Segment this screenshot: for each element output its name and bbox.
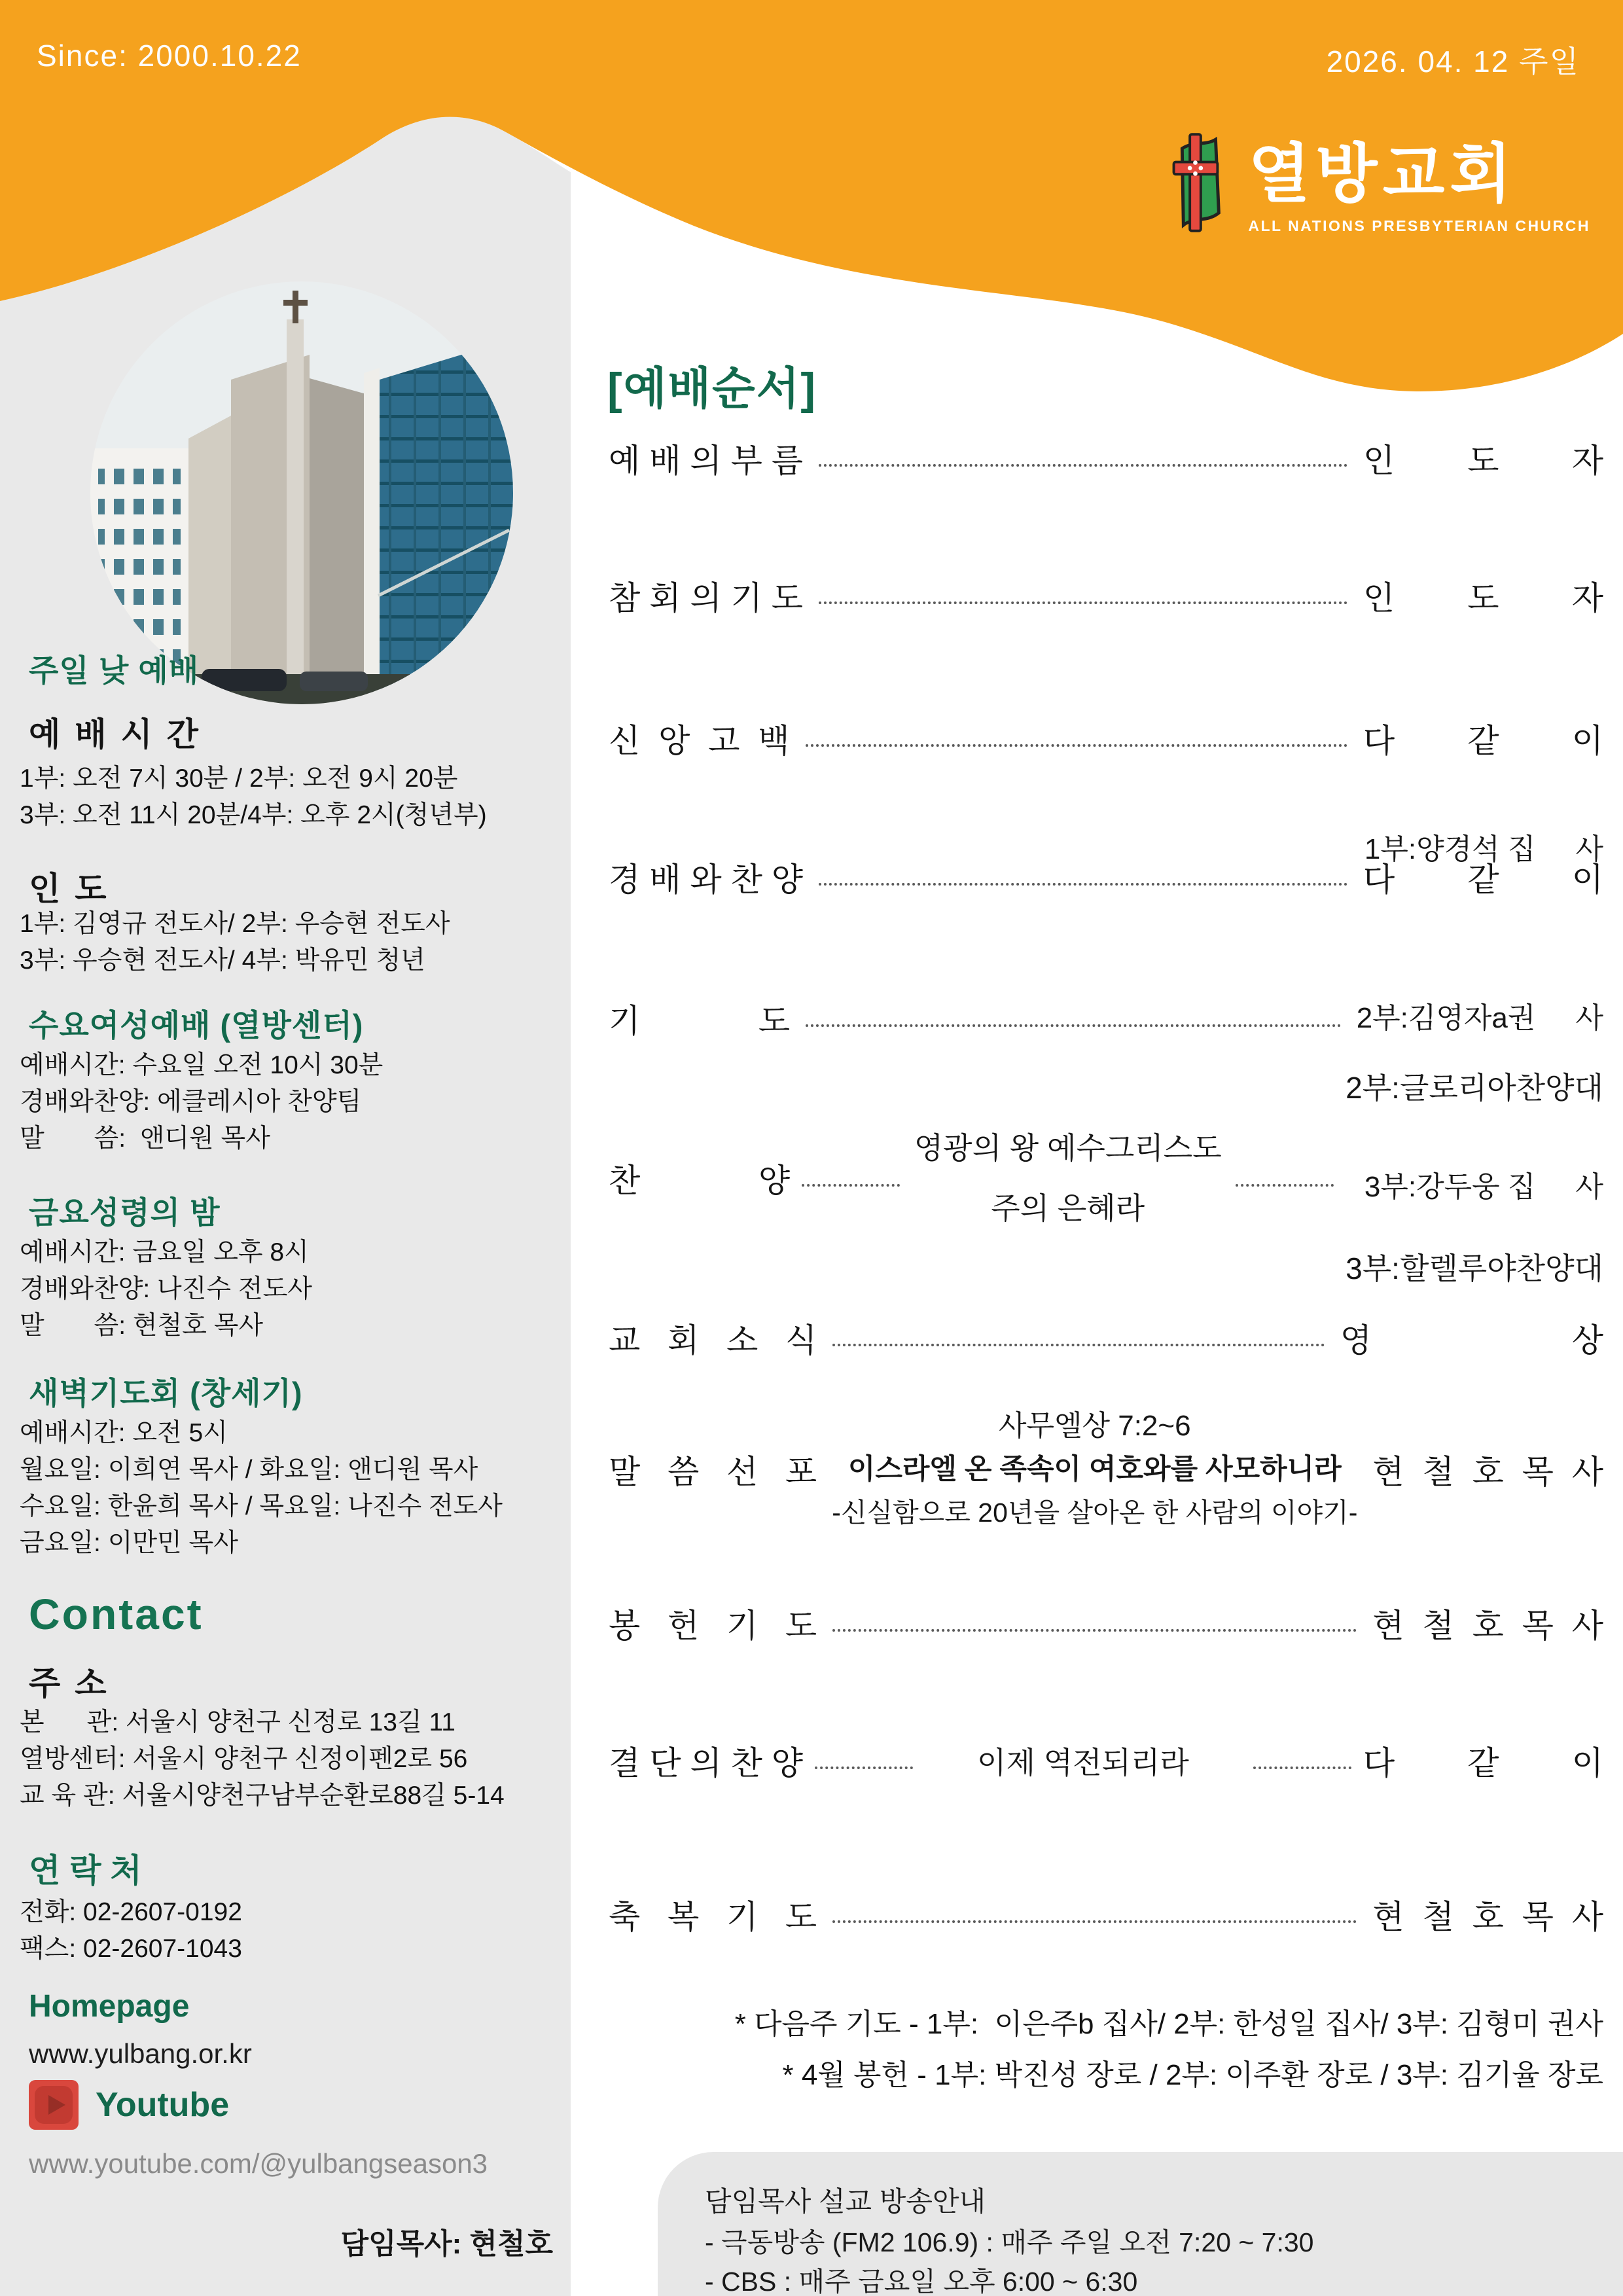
choir-name: 3부:할렐루야찬양대 xyxy=(1346,1251,1603,1285)
dawn-lines xyxy=(20,1415,553,1562)
friday-line: 말 씀: 현철호 목사 xyxy=(20,1312,264,1340)
april-offering-note: * 4월 봉헌 - 1부: 박진성 장로 / 2부: 이주환 장로 / 3부: 김기율 장로 xyxy=(782,2059,1603,2091)
friday-line: 예배시간: 금요일 오후 8시 xyxy=(20,1238,309,1266)
youtube-url[interactable]: www.youtube.com/@yulbangseason3 xyxy=(29,2148,488,2179)
row-person: 다 같 이 xyxy=(1363,861,1603,898)
homepage-url[interactable]: www.yulbang.or.kr xyxy=(29,2038,252,2069)
bulletin-date: 2026. 04. 12 주일 xyxy=(1326,45,1580,79)
dotted-leader xyxy=(819,463,1347,467)
sermon-subtitle: -신실함으로 20년을 살아온 한 사람의 이야기- xyxy=(832,1498,1358,1528)
dawn-line: 금요일: 이만민 목사 xyxy=(20,1529,238,1557)
sermon-title: 이스라엘 온 족속이 여호와를 사모하니라 xyxy=(847,1454,1342,1485)
heading-worship-time: 예 배 시 간 xyxy=(29,716,201,753)
row-label: 기 도 xyxy=(609,1003,791,1039)
row-person: 다 같 이 xyxy=(1363,723,1603,759)
row-person: 현 철 호 목 사 xyxy=(1372,1607,1603,1644)
dotted-leader xyxy=(819,882,1347,886)
since-date: Since: 2000.10.22 xyxy=(37,39,302,73)
order-row-call-to-worship xyxy=(609,419,1603,497)
wed-worship-lines xyxy=(20,1047,553,1157)
wed-line: 말 씀: 앤디원 목사 xyxy=(20,1124,270,1153)
row-label: 결 단 의 찬 양 xyxy=(609,1745,804,1782)
wed-line: 경배와찬양: 에클레시아 찬양팀 xyxy=(20,1088,362,1116)
dotted-leader xyxy=(1236,1183,1334,1187)
broadcast-line: - CBS : 매주 금요일 오후 6:00 ~ 6:30 xyxy=(705,2267,1138,2296)
heading-leading: 인 도 xyxy=(29,870,109,907)
dotted-leader xyxy=(832,1919,1357,1923)
leading-lines xyxy=(20,906,553,979)
phone-line: 전화: 02-2607-0192 xyxy=(20,1898,242,1926)
row-label: 말 씀 선 포 xyxy=(609,1454,817,1490)
dawn-line: 수요일: 한윤희 목사 / 목요일: 나진수 전도사 xyxy=(20,1492,503,1520)
worship-time-lines xyxy=(20,761,553,834)
row-person: 현 철 호 목 사 xyxy=(1372,1454,1603,1490)
row-label: 교 회 소 식 xyxy=(609,1322,817,1359)
order-row-offering-prayer xyxy=(609,1584,1603,1662)
prayer-person: 2부:김영자a권 사 xyxy=(1356,1002,1603,1034)
broadcast-line: - 극동방송 (FM2 106.9) : 매주 주일 오전 7:20 ~ 7:30 xyxy=(705,2227,1314,2257)
friday-lines xyxy=(20,1234,553,1344)
prayer-person: 1부:양경석 집 사 xyxy=(1364,833,1603,865)
logo-subtitle: ALL NATIONS PRESBYTERIAN CHURCH xyxy=(1248,217,1590,234)
worship-time-line: 1부: 오전 7시 30분 / 2부: 오전 9시 20분 xyxy=(20,764,458,793)
friday-line: 경배와찬양: 나진수 전도사 xyxy=(20,1275,312,1303)
dawn-line: 예배시간: 오전 5시 xyxy=(20,1419,228,1447)
section-title-friday-night: 금요성령의 밤 xyxy=(29,1195,221,1230)
order-row-confession-prayer xyxy=(609,556,1603,635)
order-row-church-news xyxy=(609,1299,1603,1377)
dotted-leader xyxy=(832,1628,1357,1632)
section-title-contact: Contact xyxy=(29,1590,204,1638)
church-photo xyxy=(90,281,513,704)
phone-lines xyxy=(20,1894,553,1967)
row-person: 인 도 자 xyxy=(1363,442,1603,479)
row-label: 예 배 의 부 름 xyxy=(609,442,804,479)
dotted-leader xyxy=(819,600,1347,604)
cross-scroll-icon xyxy=(1156,131,1234,236)
order-row-benediction xyxy=(609,1875,1603,1954)
dotted-leader xyxy=(802,1183,900,1187)
row-person: 현 철 호 목 사 xyxy=(1372,1899,1603,1935)
anthem-songs xyxy=(912,1118,1224,1238)
address-line: 열방센터: 서울시 양천구 신정이펜2로 56 xyxy=(20,1745,468,1773)
commitment-song-title: 이제 역전되리라 xyxy=(977,1746,1189,1780)
dotted-leader xyxy=(1253,1765,1351,1769)
dotted-leader xyxy=(806,743,1347,747)
sermon-scripture: 사무엘상 7:2~6 xyxy=(999,1410,1191,1442)
church-logo xyxy=(1156,131,1590,236)
prayer-person: 3부:강두웅 집 사 xyxy=(1364,1171,1603,1203)
order-row-anthem xyxy=(609,1071,1603,1285)
order-row-commitment-hymn xyxy=(609,1721,1603,1800)
heading-phone-contact: 연 락 처 xyxy=(29,1852,142,1889)
youtube-label: Youtube xyxy=(96,2086,230,2124)
row-person: 다 같 이 xyxy=(1363,1745,1603,1782)
leading-line: 3부: 우승현 전도사/ 4부: 박유민 청년 xyxy=(20,946,425,975)
address-line: 교 육 관: 서울시양천구남부순환로88길 5-14 xyxy=(20,1782,505,1810)
broadcast-info-box xyxy=(658,2152,1623,2296)
logo-church-name: 열방교회 xyxy=(1248,137,1518,209)
row-label: 찬 양 xyxy=(609,1162,791,1199)
next-week-prayer-note: * 다음주 기도 - 1부: 이은주b 집사/ 2부: 한성일 집사/ 3부: 김형미 권사 xyxy=(734,2008,1603,2040)
dawn-line: 월요일: 이희연 목사 / 화요일: 앤디원 목사 xyxy=(20,1456,478,1484)
song-title: 주의 은혜라 xyxy=(991,1191,1145,1225)
phone-line: 팩스: 02-2607-1043 xyxy=(20,1935,242,1963)
senior-pastor: 담임목사: 현철호 xyxy=(340,2228,553,2260)
wed-line: 예배시간: 수요일 오전 10시 30분 xyxy=(20,1051,383,1079)
youtube-play-icon xyxy=(48,2095,65,2115)
leading-line: 1부: 김영규 전도사/ 2부: 우승현 전도사 xyxy=(20,910,450,938)
order-of-worship-title: [예배순서] xyxy=(607,364,817,414)
heading-homepage: Homepage xyxy=(29,1989,190,2024)
order-row-sermon xyxy=(609,1384,1603,1554)
section-title-sunday-worship: 주일 낮 예배 xyxy=(29,653,200,688)
dotted-leader xyxy=(815,1765,913,1769)
heading-address: 주 소 xyxy=(29,1665,109,1702)
row-person: 영 상 xyxy=(1340,1322,1603,1359)
row-label: 참 회 의 기 도 xyxy=(609,580,804,617)
dotted-leader xyxy=(806,1023,1340,1027)
youtube-icon[interactable] xyxy=(29,2080,79,2130)
sermon-block xyxy=(817,1405,1372,1534)
row-label: 봉 헌 기 도 xyxy=(609,1607,817,1644)
choir-name: 2부:글로리아찬양대 xyxy=(1346,1071,1603,1105)
broadcast-title: 담임목사 설교 방송안내 xyxy=(705,2186,986,2217)
section-title-dawn-prayer: 새벽기도회 (창세기) xyxy=(29,1376,303,1410)
row-person: 인 도 자 xyxy=(1363,580,1603,617)
youtube-row xyxy=(20,2080,553,2130)
address-line: 본 관: 서울시 양천구 신정로 13길 11 xyxy=(20,1708,455,1736)
song-title: 영광의 왕 예수그리스도 xyxy=(914,1131,1222,1165)
row-label: 축 복 기 도 xyxy=(609,1899,817,1935)
address-lines xyxy=(20,1704,553,1814)
worship-time-line: 3부: 오전 11시 20분/4부: 오후 2시(청년부) xyxy=(20,801,487,829)
row-label: 경 배 와 찬 양 xyxy=(609,861,804,898)
section-title-wed-women-worship: 수요여성예배 (열방센터) xyxy=(29,1008,364,1043)
row-label: 신 앙 고 백 xyxy=(609,723,790,759)
dotted-leader xyxy=(832,1342,1325,1346)
